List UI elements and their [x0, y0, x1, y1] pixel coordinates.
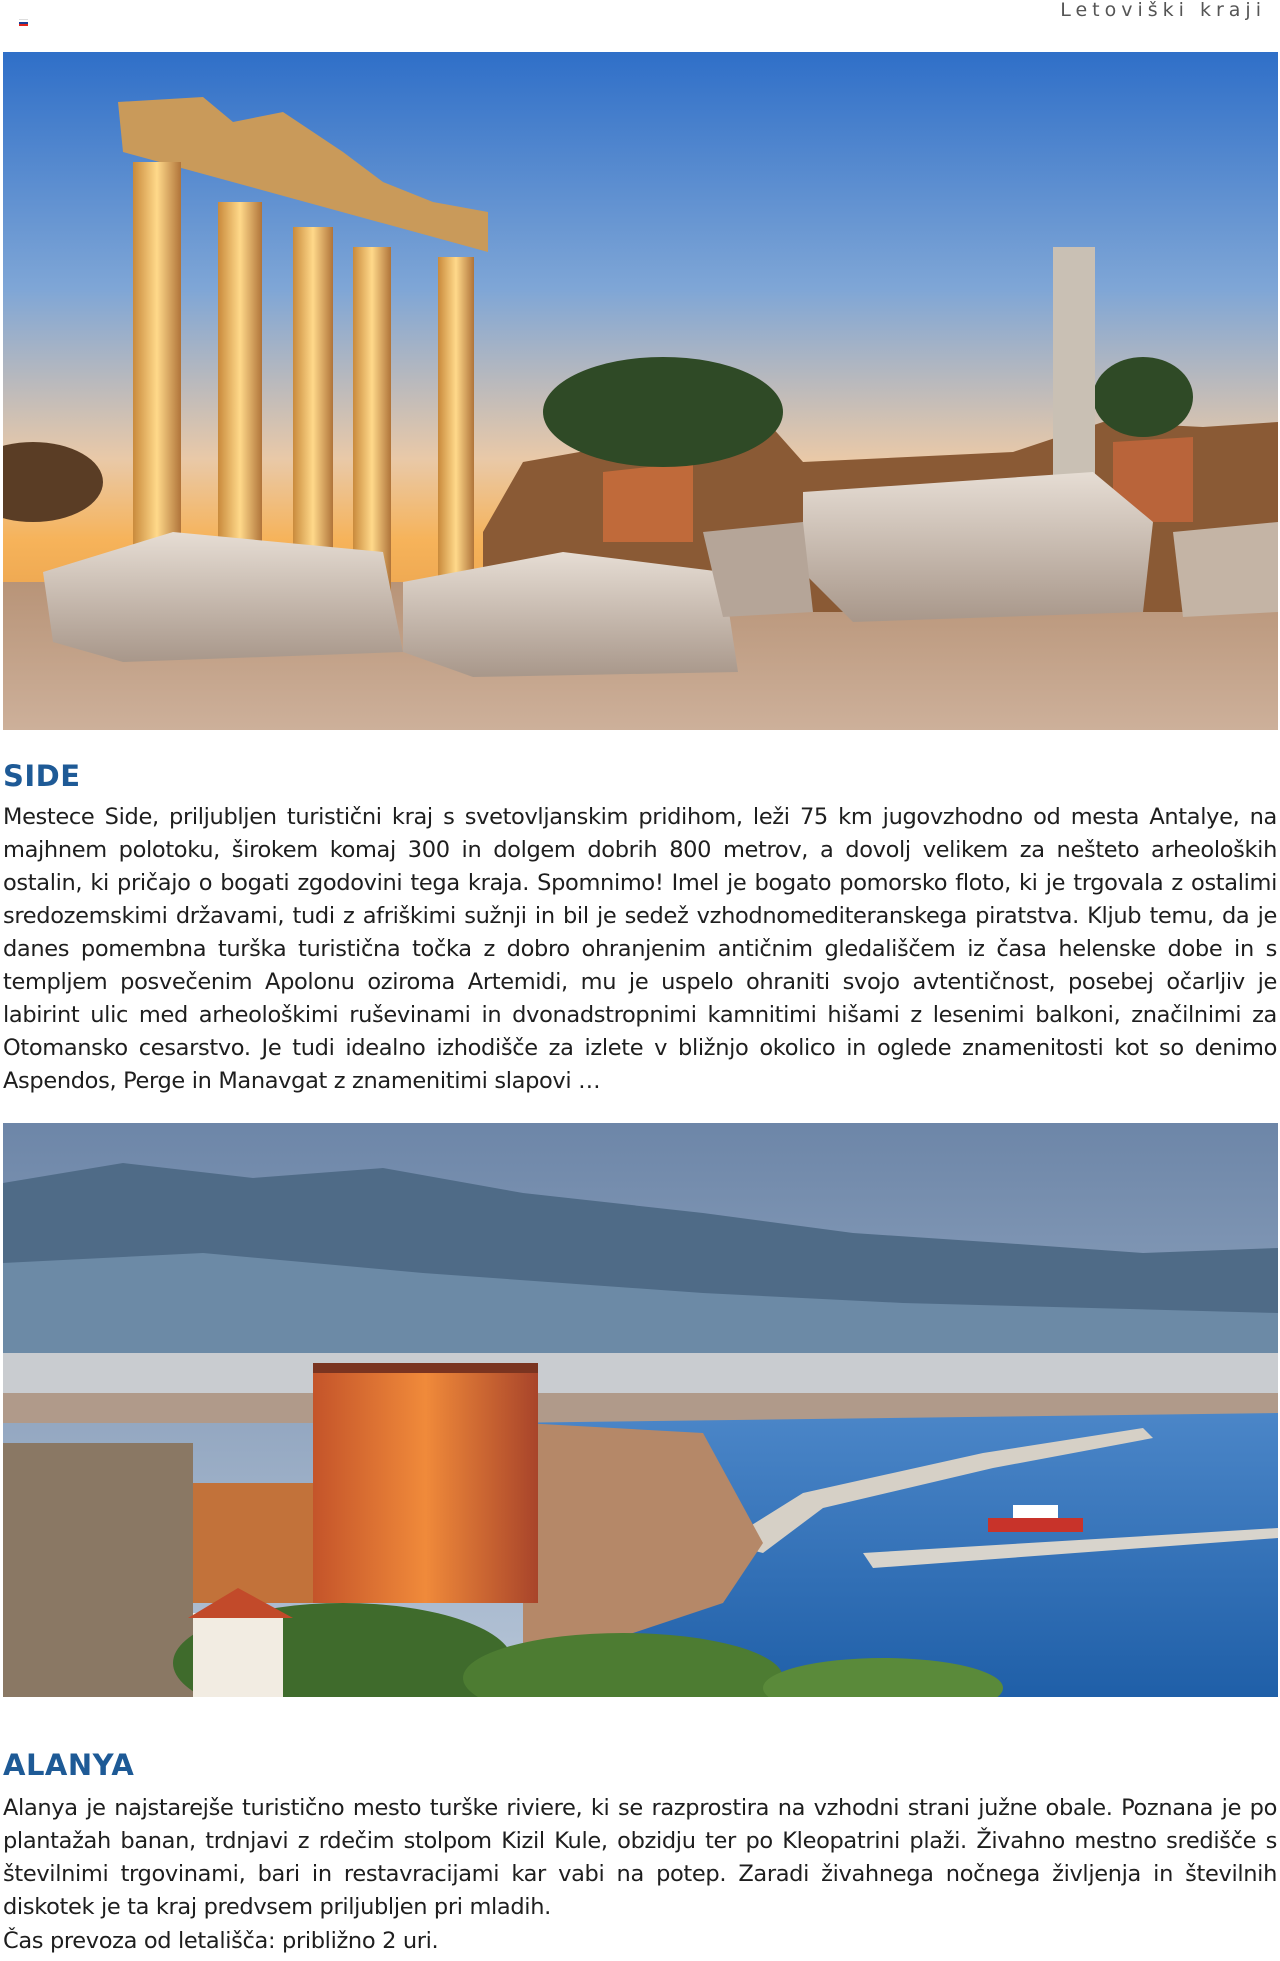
alanya-transfer-time: Čas prevoza od letališča: približno 2 uri. — [3, 1928, 439, 1954]
alanya-title: ALANYA — [3, 1748, 135, 1782]
section-label: Letoviški kraji — [1060, 0, 1266, 21]
side-temple-photo — [3, 52, 1278, 730]
alanya-harbour-photo — [3, 1123, 1278, 1697]
side-title: SIDE — [3, 759, 81, 793]
side-description: Mestece Side, priljubljen turistični kraj s svetovljanskim pridihom, leži 75 km jugovzhodno od mesta Antalye, na majhnem polotoku, širokem komaj 300 in dolgem dobrih 800 metrov, a dovolj velikem za nešteto arheoloških ostalin, ki pričajo o bogati zgodovini tega kraja. Spomnimo! Imel je bogato pomorsko floto, ki je trgovala z ostalimi sredozemskimi državami, tudi z afriškimi sužnji in bil je sedež vzhodnomediteranskega piratstva. Kljub temu, da je danes pomembna turška turistična točka z dobro ohranjenim antičnim gledališčem iz časa helenske dobe in s templjem posvečenim Apolonu oziroma Artemidi, mu je uspelo ohraniti svojo avtentičnost, posebej očarljiv je labirint ulic med arheološkimi ruševinami in dvonadstropnimi kamnitimi hišami z lesenimi balkoni, značilnimi za Otomansko cesarstvo. Je tudi idealno izhodišče za izlete v bližnjo okolico in oglede znamenitosti kot so denimo Aspendos, Perge in Manavgat z znamenitimi slapovi … — [3, 804, 1277, 1094]
alanya-description: Alanya je najstarejše turistično mesto turške riviere, ki se razprostira na vzhodni strani južne obale. Poznana je po plantažah banan, trdnjavi z rdečim stolpom Kizil Kule, obzidju ter po Kleopatrini plaži. Živahno mestno središče s številnimi trgovinami, bari in restavracijami kar vabi na potep. Zaradi živahnega nočnega življenja in številnih diskotek je ta kraj predvsem priljubljen pri mladih. — [3, 1795, 1277, 1920]
slovenia-flag-icon — [19, 19, 28, 26]
